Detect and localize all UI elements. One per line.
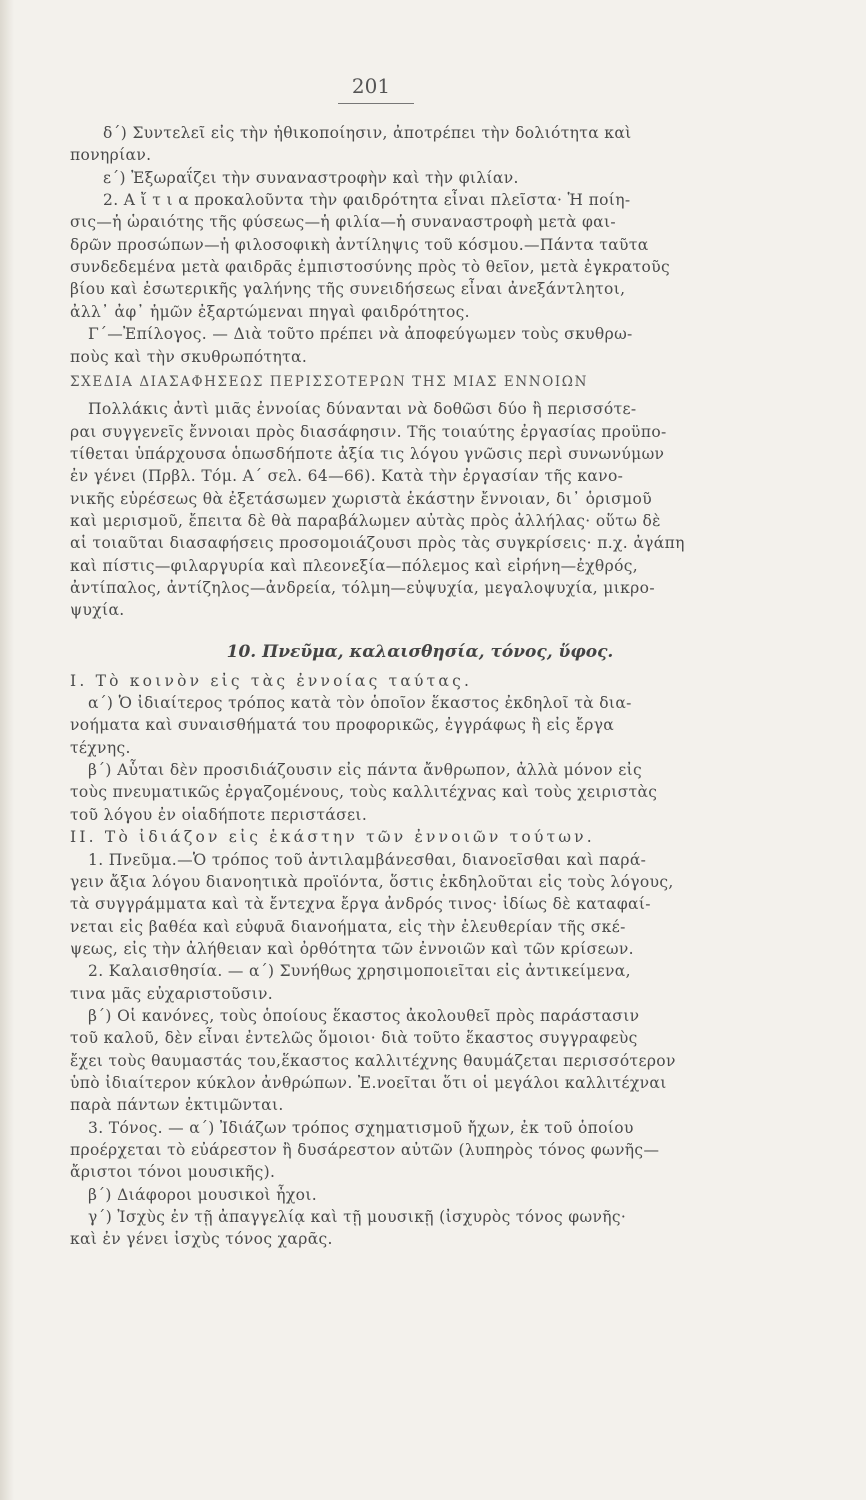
text-line: δρῶν προσώπων—ἡ φιλοσοφικὴ ἀντίληψις τοῦ κόσμου.—Πάντα ταῦτα [70, 235, 649, 254]
text-line: δ΄) Συντελεῖ εἰς τὴν ἠθικοποίησιν, ἀποτρέπει τὴν δολιότητα καὶ [103, 124, 632, 142]
text-line: τοῦ καλοῦ, δὲν εἶναι ἐντελῶς ὅμοιοι· διὰ τοῦτο ἕκαστος συγγραφεὺς [70, 1029, 638, 1048]
text-line: καὶ μερισμοῦ, ἔπειτα δὲ θὰ παραβάλωμεν αὐτὰς πρὸς ἀλλήλας· οὕτω δὲ [70, 511, 661, 530]
text-line: ε΄) Ἐξωραΐζει τὴν συναναστροφὴν καὶ τὴν φιλίαν. [103, 168, 519, 187]
binding-shadow [0, 0, 14, 1500]
text-line: νοήματα καὶ συναισθήματά του προφορικῶς, ἐγγράφως ἢ εἰς ἔργα [70, 716, 615, 735]
text-line: ἀλλ᾽ ἀφ᾽ ἡμῶν ἐξαρτώμεναι πηγαὶ φαιδρότητος. [70, 302, 470, 321]
text-line: α΄) Ὁ ἰδιαίτερος τρόπος κατὰ τὸν ὁποῖον ἕκαστος ἐκδηλοῖ τὰ δια- [88, 694, 632, 713]
text-line: 2. Α ἴ τ ι α προκαλοῦντα τὴν φαιδρότητα εἶναι πλεῖστα· Ἡ ποίη- [103, 191, 631, 210]
subsection-title: I. Τὸ κοινὸν εἰς τὰς ἐννοίας ταύτας. [70, 671, 473, 690]
page-number: 201 [351, 74, 391, 98]
text-line: ἄριστοι τόνοι μουσικῆς). [70, 1163, 276, 1182]
text-line: γ΄) Ἰσχὺς ἐν τῇ ἀπαγγελίᾳ καὶ τῇ μουσικῇ (ἰσχυρὸς τόνος φωνῆς· [88, 1208, 627, 1227]
text-line: νικῆς εὑρέσεως θὰ ἐξετάσωμεν χωριστὰ ἑκάστην ἔννοιαν, δι᾽ ὁρισμοῦ [70, 489, 652, 508]
text-line: καὶ πίστις—φιλαργυρία καὶ πλεονεξία—πόλεμος καὶ εἰρήνη—ἐχθρός, [70, 556, 639, 575]
text-line: ὑπὸ ἰδιαίτερον κύκλον ἀνθρώπων. Ἐ.νοεῖται ὅτι οἱ μεγάλοι καλλιτέχναι [70, 1074, 667, 1092]
text-line: τὰ συγγράμματα καὶ τὰ ἔντεχνα ἔργα ἀνδρός τινος· ἰδίως δὲ καταφαί- [70, 895, 651, 914]
text-line: Γ΄—Ἐπίλογος. — Διὰ τοῦτο πρέπει νὰ ἀποφεύγωμεν τοὺς σκυθρω- [88, 325, 633, 344]
text-line: Πολλάκις ἀντὶ μιᾶς ἐννοίας δύνανται νὰ δοθῶσι δύο ἢ περισσότε- [88, 400, 637, 419]
text-line: β΄) Διάφοροι μουσικοὶ ἦχοι. [88, 1185, 318, 1204]
chapter-heading: 10. Πνεῦμα, καλαισθησία, τόνος, ὕφος. [226, 641, 614, 662]
text-line: 1. Πνεῦμα.—Ὁ τρόπος τοῦ ἀντιλαμβάνεσθαι, διανοεῖσθαι καὶ παρά- [88, 850, 647, 869]
text-line: ψεως, εἰς τὴν ἀλήθειαν καὶ ὀρθότητα τῶν ἐννοιῶν καὶ τῶν κρίσεων. [70, 939, 634, 958]
subsection-title: II. Τὸ ἰδιάζον εἰς ἑκάστην τῶν ἐννοιῶν τούτων. [70, 828, 595, 847]
text-line: ραι συγγενεῖς ἔννοιαι πρὸς διασάφησιν. Τῆς τοιαύτης ἐργασίας προϋπο- [70, 422, 667, 441]
text-line: προέρχεται τὸ εὐάρεστον ἢ δυσάρεστον αὐτῶν (λυπηρὸς τόνος φωνῆς— [70, 1141, 660, 1160]
section-title: ΣΧΕΔΙΑ ΔΙΑΣΑΦΗΣΕΩΣ ΠΕΡΙΣΣΟΤΕΡΩΝ ΤΗΣ ΜΙΑΣ ΕΝΝΟΙΩΝ [70, 373, 589, 390]
text-line: τίθεται ὑπάρχουσα ὁπωσδήποτε ἀξία τις λόγου γνῶσις περὶ συνωνύμων [70, 444, 665, 463]
text-line: ἀντίπαλος, ἀντίζηλος—ἀνδρεία, τόλμη—εὐψυχία, μεγαλοψυχία, μικρο- [70, 579, 655, 597]
text-line: καὶ ἐν γένει ἰσχὺς τόνος χαρᾶς. [70, 1230, 333, 1249]
text-line: ψυχία. [70, 601, 125, 620]
text-line: 3. Τόνος. — α΄) Ἰδιάζων τρόπος σχηματισμοῦ ἤχων, ἐκ τοῦ ὁποίου [88, 1118, 634, 1137]
text-line: τοῦ λόγου ἐν οἱαδήποτε περιστάσει. [70, 805, 368, 824]
text-line: ἐν γένει (Πρβλ. Τόμ. Α΄ σελ. 64—66). Κατὰ τὴν ἐργασίαν τῆς κανο- [70, 467, 624, 486]
text-line: σις—ἡ ὡραιότης τῆς φύσεως—ἡ φιλία—ἡ συναναστροφὴ μετὰ φαι- [70, 213, 617, 232]
text-line: παρὰ πάντων ἐκτιμῶνται. [70, 1096, 284, 1115]
text-line: αἱ τοιαῦται διασαφήσεις προσομοιάζουσι πρὸς τὰς συγκρίσεις· π.χ. ἀγάπη [70, 534, 685, 553]
page-number-rule [338, 103, 414, 104]
text-line: τοὺς πνευματικῶς ἐργαζομένους, τοὺς καλλιτέχνας καὶ τοὺς χειριστὰς [70, 783, 658, 802]
text-line: τινα μᾶς εὐχαριστοῦσιν. [70, 984, 274, 1003]
text-line: συνδεδεμένα μετὰ φαιδρᾶς ἐμπιστοσύνης πρὸς τὸ θεῖον, μετὰ ἐγκρατοῦς [70, 258, 671, 277]
text-line: ποὺς καὶ τὴν σκυθρωπότητα. [70, 347, 308, 366]
text-line: ἔχει τοὺς θαυμαστάς του,ἕκαστος καλλιτέχνης θαυμάζεται περισσότερον [70, 1051, 676, 1070]
text-line: β΄) Αὗται δὲν προσιδιάζουσιν εἰς πάντα ἄνθρωπον, ἀλλὰ μόνον εἰς [88, 761, 643, 780]
text-line: βίου καὶ ἐσωτερικῆς γαλήνης τῆς συνειδήσεως εἶναι ἀνεξάντλητοι, [70, 280, 626, 299]
text-line: τέχνης. [70, 738, 131, 757]
text-line: πονηρίαν. [70, 146, 152, 165]
text-line: β΄) Οἱ κανόνες, τοὺς ὁποίους ἕκαστος ἀκολουθεῖ πρὸς παράστασιν [88, 1006, 640, 1025]
text-line: 2. Καλαισθησία. — α΄) Συνήθως χρησιμοποιεῖται εἰς ἀντικείμενα, [88, 962, 631, 981]
text-line: νεται εἰς βαθέα καὶ εὐφυᾶ διανοήματα, εἰς τὴν ἐλευθερίαν τῆς σκέ- [70, 917, 626, 936]
text-line: γειν ἄξια λόγου διανοητικὰ προϊόντα, ὅστις ἐκδηλοῦται εἰς τοὺς λόγους, [70, 872, 674, 891]
